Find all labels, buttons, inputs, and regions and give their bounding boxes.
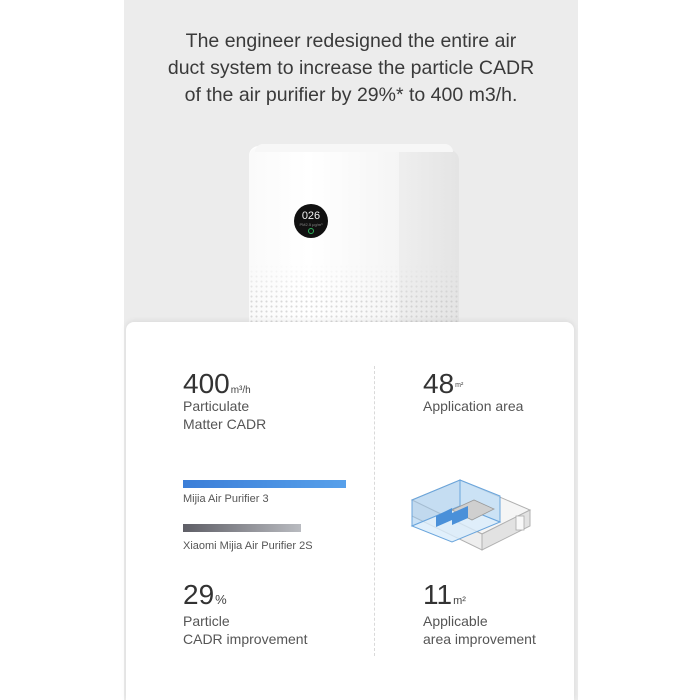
cadr-improvement-value [183,581,227,614]
area-improvement-number: 11 [423,579,453,610]
headline [124,28,578,109]
cadr-label-1: Particulate [183,398,250,414]
cadr-improvement-number: 29 [183,579,215,610]
status-led-icon [308,228,314,234]
area-label: Application area [423,398,524,414]
area-improvement-label-1: Applicable [423,613,488,629]
area-improvement-label-2: area improvement [423,631,536,647]
headline-line-3: of the air purifier by 29%* to 400 m3/h. [184,84,518,106]
cadr-improvement-label-2: CADR improvement [183,631,308,647]
display-sub: PM2.5 μg/m³ [299,222,323,227]
room-area-illustration [408,466,532,552]
cadr-label-2: Matter CADR [183,416,267,432]
purifier-display [294,204,328,238]
area-value [423,370,463,400]
purifier-top [255,144,453,152]
air-purifier-image [249,146,459,346]
area-unit: m² [455,382,464,389]
bar-mijia-2s [183,524,301,532]
cadr-improvement-label-1: Particle [183,613,230,629]
display-value: 026 [301,210,321,222]
cadr-improvement-unit: % [215,592,227,607]
area-improvement-unit: m² [453,595,466,607]
headline-line-1: The engineer redesigned the entire air [185,30,517,52]
cadr-number: 400 [183,368,230,399]
column-divider [374,366,375,656]
cadr-unit: m³/h [230,385,251,396]
area-number: 48 [423,368,455,399]
bar-mijia-3-label: Mijia Air Purifier 3 [183,493,269,505]
area-improvement-value [423,581,466,615]
headline-line-2: duct system to increase the particle CADR [167,57,535,79]
bar-mijia-3 [183,480,346,488]
bar-mijia-2s-label: Xiaomi Mijia Air Purifier 2S [183,540,313,552]
